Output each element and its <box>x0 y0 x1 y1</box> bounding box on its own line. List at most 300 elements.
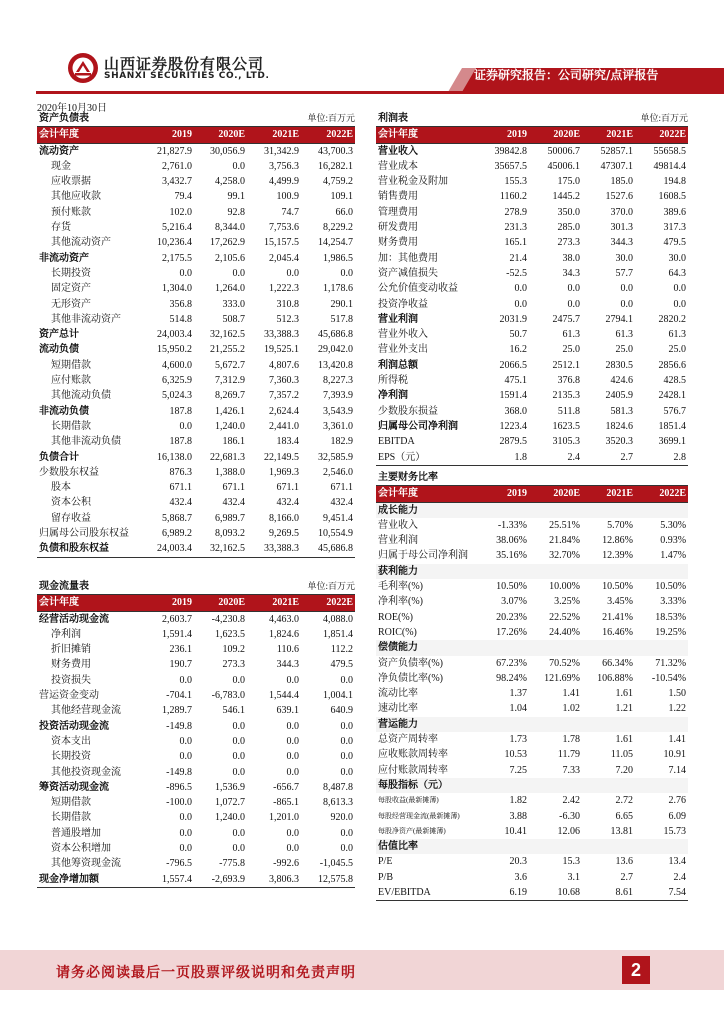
cell-value: 1,536.9 <box>215 781 246 793</box>
cell-value: 0.0 <box>179 267 192 279</box>
row-label: 营业外收入 <box>378 329 428 341</box>
cell-value: 8,166.0 <box>269 512 300 524</box>
cash-flow-table <box>37 579 355 888</box>
column-header: 2021E <box>247 127 301 143</box>
section-label: 成长能力 <box>376 502 688 518</box>
row-label: 其他非流动资产 <box>51 313 121 325</box>
row-label: 营业收入 <box>378 519 418 531</box>
cell-value: 0.0 <box>179 843 192 855</box>
cell-value: 187.8 <box>169 436 192 448</box>
cell-value: 66.0 <box>335 206 354 218</box>
cell-value: -796.5 <box>166 858 192 870</box>
cell-value: 6,325.9 <box>162 375 192 387</box>
column-header: 会计年度 <box>37 595 141 611</box>
table-row <box>37 465 355 480</box>
table-row <box>376 251 688 266</box>
cell-value: 1.78 <box>562 734 580 746</box>
cell-value: 32.70% <box>549 550 580 562</box>
row-label: 存货 <box>51 222 71 234</box>
cell-value: 0.0 <box>340 267 354 279</box>
cell-value: 8,229.2 <box>323 222 354 234</box>
row-label: 总资产周转率 <box>378 734 438 746</box>
table-row <box>37 419 355 434</box>
cell-value: 3.07% <box>501 596 527 608</box>
cell-value: -100.0 <box>166 797 192 809</box>
cell-value: 8,487.8 <box>323 781 354 793</box>
cell-value: 0.0 <box>567 298 581 310</box>
table-row <box>37 143 355 159</box>
row-label: ROE(%) <box>378 611 413 623</box>
row-label: 短期借款 <box>51 359 91 371</box>
cell-value: 92.8 <box>227 206 246 218</box>
cell-value: 31,342.9 <box>264 145 300 157</box>
cell-value: 0.0 <box>340 735 354 747</box>
table-row <box>376 747 688 762</box>
row-label: 流动资产 <box>39 145 79 157</box>
table-row <box>376 656 688 671</box>
cell-value: 109.2 <box>222 644 246 656</box>
cell-value: 0.0 <box>286 827 300 839</box>
column-header: 2020E <box>194 595 247 611</box>
cell-value: 2856.6 <box>658 359 687 371</box>
table-row <box>37 174 355 189</box>
cell-value: -704.1 <box>166 690 192 702</box>
row-label: 应收账款周转率 <box>378 749 448 761</box>
column-header: 2022E <box>301 127 355 143</box>
cell-value: 57.7 <box>615 267 634 279</box>
cell-value: 32,162.5 <box>194 541 247 557</box>
cell-value: 2.7 <box>582 450 635 466</box>
cell-value: 1,289.7 <box>162 705 192 717</box>
cell-value: 11.79 <box>557 749 580 761</box>
cell-value: 479.5 <box>663 237 687 249</box>
cell-value: 389.6 <box>663 206 687 218</box>
cell-value: 19,525.1 <box>264 344 300 356</box>
cell-value: 1160.2 <box>499 191 527 203</box>
cell-value: 30.0 <box>615 252 634 264</box>
cell-value: 50006.7 <box>547 145 581 157</box>
cell-value: 0.0 <box>286 766 300 778</box>
report-date: 2020年10月30日 <box>37 103 107 114</box>
row-label: 净利润 <box>51 628 81 640</box>
row-label: 管理费用 <box>378 206 418 218</box>
cell-value: 6,989.7 <box>215 512 246 524</box>
balance-sheet-table <box>37 111 355 558</box>
cell-value: 12.39% <box>602 550 633 562</box>
cell-value: 3520.3 <box>605 436 634 448</box>
table-row <box>37 872 355 888</box>
cell-value: 273.3 <box>557 237 581 249</box>
table-row <box>37 657 355 672</box>
cell-value: 24,003.4 <box>141 541 194 557</box>
cell-value: 2.7 <box>620 871 633 883</box>
row-label: 净利润 <box>378 390 408 402</box>
cell-value: 8,613.3 <box>323 797 354 809</box>
report-type: 证券研究报告：公司研究/点评报告 <box>474 68 659 82</box>
row-label: 其他经营现金流 <box>51 705 121 717</box>
table-row <box>37 511 355 526</box>
cell-value: 376.8 <box>557 375 581 387</box>
table-row <box>376 373 688 388</box>
cell-value: 546.1 <box>222 705 246 717</box>
cell-value: 1.8 <box>476 450 529 466</box>
unit-label: 单位:百万元 <box>247 579 355 595</box>
cell-value: 4,759.2 <box>323 176 354 188</box>
row-label: 其他应收款 <box>51 191 101 203</box>
column-header-row <box>37 595 355 611</box>
cell-value: 52857.1 <box>600 145 634 157</box>
cell-value: 2879.5 <box>499 436 527 448</box>
cell-value: 0.0 <box>286 267 300 279</box>
table-row <box>376 143 688 159</box>
table-row <box>376 297 688 312</box>
table-row <box>37 795 355 810</box>
cell-value: 236.1 <box>169 644 192 656</box>
cell-value: 64.3 <box>668 267 687 279</box>
row-label: 加：其他费用 <box>378 252 438 264</box>
cell-value: 13,420.8 <box>318 359 354 371</box>
row-label: 净负债比率(%) <box>378 672 443 684</box>
table-row <box>37 719 355 734</box>
cell-value: 1,240.0 <box>215 420 246 432</box>
cell-value: 1.73 <box>509 734 527 746</box>
cell-value: 13.4 <box>668 856 687 868</box>
cell-value: 9,269.5 <box>269 528 300 540</box>
disclaimer-text: 请务必阅读最后一页股票评级说明和免责声明 <box>56 966 356 981</box>
cell-value: 10,236.4 <box>157 237 192 249</box>
table-row <box>37 220 355 235</box>
cell-value: 479.5 <box>330 659 354 671</box>
cell-value: 10.50% <box>496 581 527 593</box>
cell-value: -6.30 <box>559 810 580 822</box>
cell-value: 333.0 <box>222 298 246 310</box>
row-label: P/B <box>378 871 394 883</box>
row-label: 其他投资现金流 <box>51 766 121 778</box>
cell-value: 2,045.4 <box>269 252 300 264</box>
cell-value: 301.3 <box>610 222 634 234</box>
cell-value: 10.50% <box>655 581 687 593</box>
cell-value: 671.1 <box>222 482 246 494</box>
cell-value: 102.0 <box>169 206 192 218</box>
column-header: 2019 <box>141 595 194 611</box>
cell-value: 7.33 <box>562 764 580 776</box>
cell-value: 29,042.0 <box>318 344 354 356</box>
section-label: 偿债能力 <box>376 640 688 655</box>
cell-value: 1623.5 <box>552 420 581 432</box>
table-row <box>37 642 355 657</box>
row-label: EPS（元） <box>376 450 476 466</box>
row-label: 财务费用 <box>378 237 418 249</box>
cell-value: 17,262.9 <box>210 237 246 249</box>
cell-value: 2,603.7 <box>162 613 192 625</box>
cell-value: 512.3 <box>276 313 300 325</box>
cell-value: 25.0 <box>668 344 687 356</box>
page-number: 2 <box>622 956 650 984</box>
cell-value: 640.9 <box>330 705 354 717</box>
table-row <box>376 434 688 449</box>
cell-value: 671.1 <box>276 482 300 494</box>
cell-value: 25.51% <box>549 519 580 531</box>
cell-value: 45006.1 <box>547 160 581 172</box>
table-row <box>376 625 688 640</box>
cell-value: 2,441.0 <box>269 420 300 432</box>
cell-value: 100.9 <box>276 191 300 203</box>
column-header-row <box>376 486 688 502</box>
row-label: 每股经营现金流(最新摊薄) <box>378 811 460 820</box>
cell-value: 1.82 <box>509 795 527 807</box>
cell-value: 45,686.8 <box>301 541 355 557</box>
table-row <box>37 765 355 780</box>
row-label: 长期投资 <box>51 751 91 763</box>
cell-value: 7,312.9 <box>215 375 246 387</box>
cell-value: 61.3 <box>562 329 581 341</box>
column-header: 2019 <box>476 127 529 143</box>
cell-value: 0.0 <box>232 267 246 279</box>
row-label: 普通股增加 <box>51 827 101 839</box>
row-label: 非流动资产 <box>39 252 89 264</box>
cell-value: 20.3 <box>509 856 527 868</box>
cell-value: 4,088.0 <box>323 613 354 625</box>
cell-value: 35.16% <box>496 550 527 562</box>
cell-value: 0.0 <box>179 827 192 839</box>
cell-value: 1,851.4 <box>323 628 354 640</box>
table-row <box>37 810 355 825</box>
row-label: 应付账款周转率 <box>378 764 448 776</box>
cell-value: 3.6 <box>514 871 527 883</box>
cell-value: 8,269.7 <box>215 390 246 402</box>
cell-value: 50.7 <box>509 329 527 341</box>
cell-value: 285.0 <box>557 222 581 234</box>
cell-value: 432.4 <box>276 497 300 509</box>
column-header: 2019 <box>141 127 194 143</box>
cell-value: -4,230.8 <box>211 613 246 625</box>
cell-value: 43,700.3 <box>318 145 354 157</box>
row-label: 每股收益(最新摊薄) <box>378 796 439 805</box>
row-label: 所得税 <box>378 375 408 387</box>
cell-value: 112.2 <box>330 644 354 656</box>
cell-value: 0.0 <box>232 720 246 732</box>
table-row <box>37 826 355 841</box>
table-row <box>376 450 688 466</box>
cell-value: 33,388.3 <box>247 541 301 557</box>
row-label: 资本支出 <box>51 735 91 747</box>
cell-value: 278.9 <box>504 206 527 218</box>
cell-value: 194.8 <box>663 176 687 188</box>
cell-value: 13.81 <box>610 825 633 837</box>
cell-value: 21,255.2 <box>210 344 246 356</box>
cell-value: 2830.5 <box>605 359 634 371</box>
row-label: 其他非流动负债 <box>51 436 121 448</box>
cell-value: 15.3 <box>562 856 580 868</box>
cell-value: 2428.1 <box>658 390 687 402</box>
company-logo-icon <box>67 52 99 84</box>
cell-value: 1.22 <box>668 703 687 715</box>
section-label: 估值比率 <box>376 839 688 854</box>
cell-value: 2,624.4 <box>269 405 300 417</box>
cell-value: 1223.4 <box>499 420 527 432</box>
cell-value: 19.25% <box>655 626 687 638</box>
cell-value: 5,216.4 <box>162 222 192 234</box>
cell-value: 2475.7 <box>552 313 581 325</box>
table-row <box>37 235 355 250</box>
cell-value: 2405.9 <box>605 390 634 402</box>
row-label: 营业外支出 <box>378 344 428 356</box>
row-label: 资产总计 <box>39 329 79 341</box>
cell-value: 671.1 <box>169 482 192 494</box>
cell-value: 8,093.2 <box>215 528 246 540</box>
cell-value: 74.7 <box>281 206 300 218</box>
table-row <box>37 342 355 357</box>
cell-value: 3.33% <box>660 596 687 608</box>
cell-value: 514.8 <box>169 313 192 325</box>
cell-value: 1,557.4 <box>141 872 194 888</box>
cell-value: 2066.5 <box>499 359 527 371</box>
column-header: 2021E <box>582 127 635 143</box>
row-label: 每股净资产(最新摊薄) <box>378 826 446 835</box>
cell-value: 15,157.5 <box>264 237 300 249</box>
cell-value: 70.52% <box>549 657 580 669</box>
row-label: 负债合计 <box>39 451 79 463</box>
cell-value: 121.69% <box>544 672 580 684</box>
cell-value: 49814.4 <box>653 160 687 172</box>
table-row <box>37 281 355 296</box>
cell-value: 24,003.4 <box>157 329 192 341</box>
cell-value: 187.8 <box>169 405 192 417</box>
cell-value: 7.25 <box>509 764 527 776</box>
cell-value: 3.1 <box>567 871 580 883</box>
table-title: 主要财务比率 <box>376 470 688 486</box>
cell-value: 21.4 <box>509 252 527 264</box>
cell-value: 15,950.2 <box>157 344 192 356</box>
cell-value: 18.53% <box>655 611 687 623</box>
cell-value: 1,264.0 <box>215 283 246 295</box>
cell-value: -1,045.5 <box>319 858 354 870</box>
row-label: 应付账款 <box>51 375 91 387</box>
cell-value: 424.6 <box>610 375 634 387</box>
cell-value: 0.0 <box>340 843 354 855</box>
cell-value: 186.1 <box>222 436 246 448</box>
table-row <box>37 159 355 174</box>
table-row <box>37 404 355 419</box>
table-row <box>376 594 688 609</box>
cell-value: 25.0 <box>615 344 634 356</box>
cell-value: 0.0 <box>286 843 300 855</box>
cell-value: 317.3 <box>663 222 687 234</box>
row-label: 现金 <box>51 160 71 172</box>
cell-value: 0.0 <box>232 751 246 763</box>
cell-value: 1,426.1 <box>215 405 246 417</box>
cell-value: -2,693.9 <box>194 872 247 888</box>
cell-value: 508.7 <box>222 313 246 325</box>
cell-value: 2031.9 <box>499 313 527 325</box>
cell-value: 0.0 <box>340 674 354 686</box>
column-header: 2021E <box>247 595 301 611</box>
cell-value: 16.46% <box>602 626 633 638</box>
cell-value: 5,868.7 <box>162 512 192 524</box>
table-row <box>376 763 688 778</box>
company-name-cn: 山西证券股份有限公司 <box>104 55 265 73</box>
table-row <box>376 235 688 250</box>
column-header: 2020E <box>194 127 247 143</box>
cell-value: 2.4 <box>673 871 687 883</box>
table-row <box>376 312 688 327</box>
cell-value: 2.72 <box>615 795 633 807</box>
cell-value: 6.09 <box>668 810 687 822</box>
cell-value: 12.06 <box>557 825 580 837</box>
table-row <box>37 480 355 495</box>
cell-value: 25.0 <box>562 344 581 356</box>
table-title: 资产负债表 <box>37 111 247 127</box>
cell-value: 10,554.9 <box>318 528 354 540</box>
cell-value: 671.1 <box>330 482 354 494</box>
table-row <box>37 434 355 449</box>
row-label: 营业收入 <box>378 145 418 157</box>
table-row <box>37 373 355 388</box>
table-row <box>37 266 355 281</box>
cell-value: 7.54 <box>635 885 688 901</box>
table-row <box>37 495 355 510</box>
cell-value: 182.9 <box>330 436 354 448</box>
row-label: 负债和股东权益 <box>37 541 141 557</box>
cell-value: 7,357.2 <box>269 390 300 402</box>
cell-value: 39842.8 <box>494 145 527 157</box>
cell-value: 1,240.0 <box>215 812 246 824</box>
cell-value: 6,989.2 <box>162 528 192 540</box>
row-label: 无形资产 <box>51 298 91 310</box>
row-label: 固定资产 <box>51 283 91 295</box>
cell-value: 7.14 <box>668 764 687 776</box>
cell-value: -656.7 <box>273 781 300 793</box>
cell-value: 1,591.4 <box>162 628 192 640</box>
cell-value: 1,201.0 <box>269 812 300 824</box>
row-label: 归属于母公司净利润 <box>378 550 468 562</box>
cell-value: 1,222.3 <box>269 283 300 295</box>
cell-value: 15.73 <box>663 825 687 837</box>
table-row <box>376 388 688 403</box>
cell-value: 155.3 <box>504 176 527 188</box>
table-row <box>376 671 688 686</box>
cell-value: -1.33% <box>497 519 527 531</box>
cell-value: 21,827.9 <box>157 145 192 157</box>
cell-value: 9,451.4 <box>323 512 354 524</box>
table-row <box>37 358 355 373</box>
table-row <box>376 854 688 869</box>
cell-value: 1,986.5 <box>323 252 354 264</box>
row-label: 投资损失 <box>51 674 91 686</box>
table-title: 利润表 <box>376 111 582 127</box>
section-row <box>376 640 688 655</box>
row-label: 营业利润 <box>378 313 418 325</box>
row-label: 营业成本 <box>378 160 418 172</box>
section-row <box>376 564 688 579</box>
cell-value: 183.4 <box>276 436 300 448</box>
row-label: 短期借款 <box>51 797 91 809</box>
cell-value: 71.32% <box>655 657 687 669</box>
row-label: 投资净收益 <box>378 298 428 310</box>
cell-value: 0.0 <box>286 720 300 732</box>
table-row <box>376 793 688 808</box>
table-row <box>376 342 688 357</box>
row-label: 少数股东权益 <box>39 466 99 478</box>
row-label: 流动比率 <box>378 688 418 700</box>
cell-value: 2.8 <box>635 450 688 466</box>
cell-value: 350.0 <box>557 206 581 218</box>
section-label: 每股指标（元） <box>376 778 688 793</box>
row-label: 经营活动现金流 <box>39 613 109 625</box>
cell-value: 1,969.3 <box>269 466 300 478</box>
cell-value: 4,807.6 <box>269 359 300 371</box>
table-title: 现金流量表 <box>37 579 247 595</box>
